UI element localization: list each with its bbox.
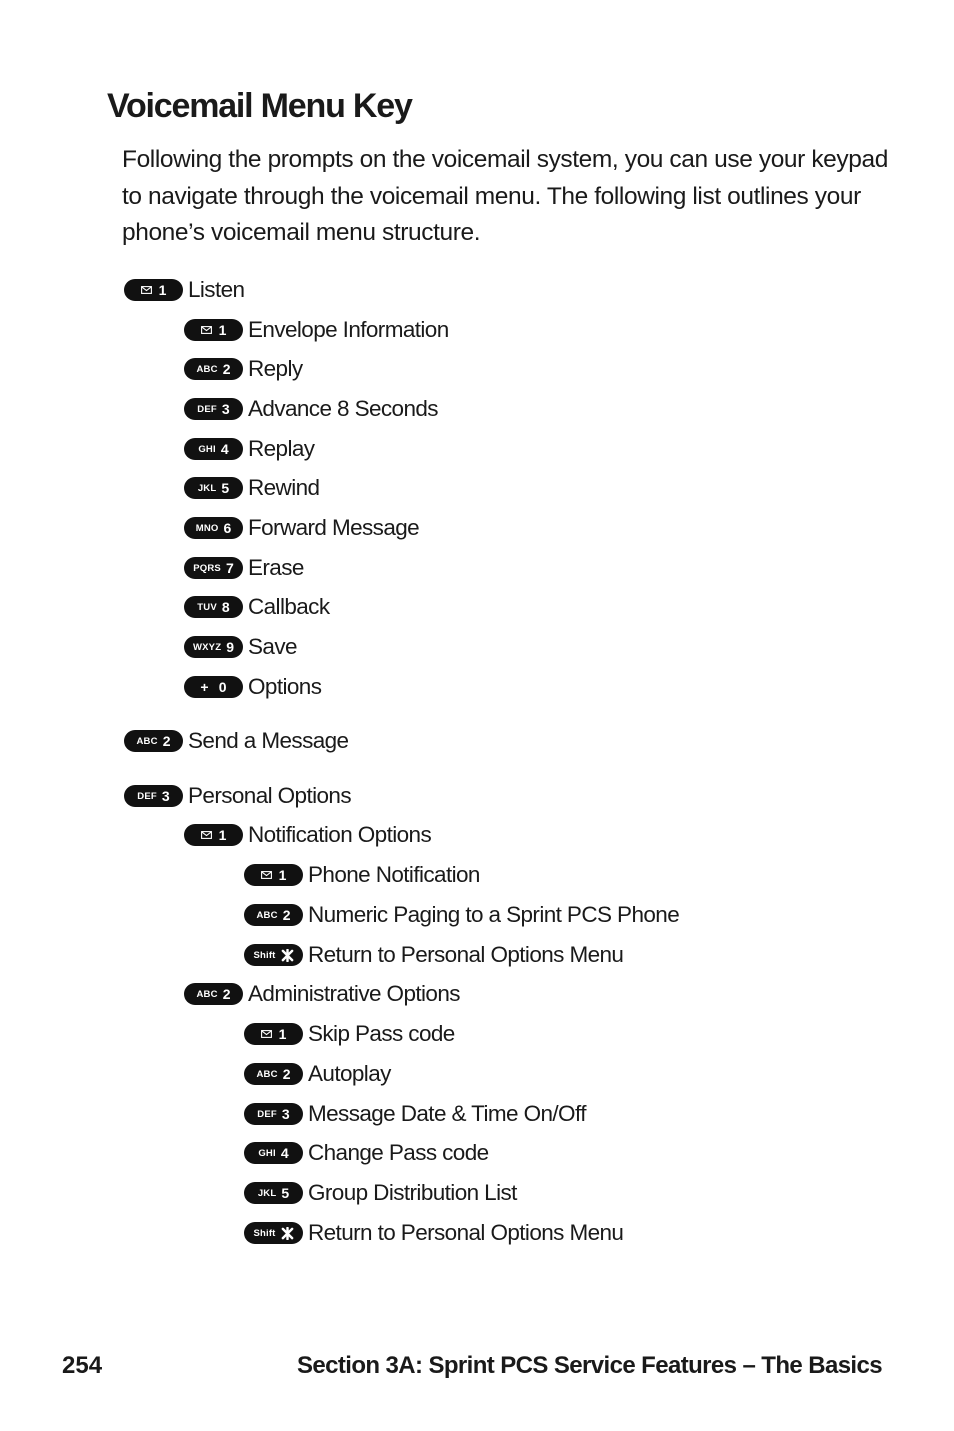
key-digit: 8 [221, 599, 230, 615]
keypad-key-icon [244, 1182, 303, 1204]
key-digit: 1 [218, 827, 227, 843]
menu-item-label: Personal Options [188, 783, 351, 808]
menu-item-label: Advance 8 Seconds [248, 396, 438, 421]
menu-item [244, 1061, 391, 1087]
keypad-key-icon [184, 477, 243, 499]
key-letters: Shift [253, 1227, 276, 1239]
menu-item-label: Save [248, 634, 297, 659]
keypad-key-icon [184, 557, 243, 579]
keypad-key-icon [184, 983, 243, 1005]
menu-item-label: Send a Message [188, 728, 349, 753]
envelope-icon [201, 326, 212, 334]
keypad-key-icon [184, 636, 243, 658]
envelope-icon [261, 871, 272, 879]
menu-item [244, 1021, 455, 1047]
key-letters: ABC [256, 909, 278, 921]
menu-item [184, 555, 304, 581]
menu-item [244, 1140, 489, 1166]
key-letters: JKL [257, 1187, 277, 1199]
keypad-key-icon [184, 358, 243, 380]
menu-item [244, 862, 480, 888]
menu-item-label: Return to Personal Options Menu [308, 1220, 624, 1245]
menu-item-label: Notification Options [248, 822, 432, 847]
key-digit: 5 [281, 1185, 290, 1201]
key-letters: DEF [257, 1108, 277, 1120]
key-letters: DEF [137, 790, 157, 802]
key-letters: ABC [196, 988, 218, 1000]
page-title: Voicemail Menu Key [107, 87, 412, 125]
keypad-key-icon [244, 1103, 303, 1125]
menu-item [184, 594, 330, 620]
menu-item-label: Numeric Paging to a Sprint PCS Phone [308, 902, 680, 927]
asterisk-icon [281, 1227, 294, 1240]
key-digit: 2 [282, 1066, 291, 1082]
key-digit: 3 [281, 1106, 290, 1122]
menu-item [244, 902, 679, 928]
keypad-key-icon [184, 824, 243, 846]
keypad-key-icon [184, 517, 243, 539]
key-letters: ABC [136, 735, 158, 747]
key-letters: + [200, 679, 209, 695]
menu-item [184, 674, 321, 700]
keypad-key-icon [124, 785, 183, 807]
menu-item [184, 822, 431, 848]
keypad-key-icon [184, 319, 243, 341]
keypad-key-icon [244, 1142, 303, 1164]
key-digit: 1 [278, 1026, 287, 1042]
keypad-key-icon [244, 1063, 303, 1085]
key-digit: 2 [222, 986, 231, 1002]
keypad-key-icon [184, 676, 243, 698]
key-letters: WXYZ [192, 641, 222, 653]
key-digit: 1 [218, 322, 227, 338]
menu-item-label: Administrative Options [248, 981, 460, 1006]
key-digit: 3 [221, 401, 230, 417]
menu-item [184, 436, 314, 462]
key-letters: MNO [195, 522, 219, 534]
menu-item [184, 356, 303, 382]
keypad-key-icon [184, 398, 243, 420]
keypad-key-icon [244, 1222, 303, 1244]
menu-item-label: Options [248, 674, 322, 699]
keypad-key-icon [124, 730, 183, 752]
menu-item [184, 634, 297, 660]
menu-item [124, 783, 351, 809]
menu-item [184, 396, 438, 422]
menu-item-label: Return to Personal Options Menu [308, 942, 624, 967]
key-digit: 1 [158, 282, 167, 298]
key-letters: TUV [197, 601, 217, 613]
keypad-key-icon [184, 438, 243, 460]
key-digit: 3 [161, 788, 170, 804]
menu-item [124, 277, 244, 303]
menu-item [244, 1180, 517, 1206]
key-letters: ABC [256, 1068, 278, 1080]
menu-item [124, 728, 348, 754]
menu-item-label: Reply [248, 356, 303, 381]
envelope-icon [261, 1030, 272, 1038]
keypad-key-icon [184, 596, 243, 618]
menu-item-label: Erase [248, 555, 304, 580]
menu-item-label: Message Date & Time On/Off [308, 1101, 586, 1126]
key-letters: GHI [198, 443, 216, 455]
menu-item-label: Listen [188, 277, 245, 302]
menu-item [184, 475, 319, 501]
page-number: 254 [62, 1352, 103, 1379]
keypad-key-icon [244, 904, 303, 926]
menu-item-label: Autoplay [308, 1061, 391, 1086]
menu-item-label: Envelope Information [248, 317, 449, 342]
section-title: Section 3A: Sprint PCS Service Features – The Basics [296, 1352, 882, 1379]
key-digit: 6 [223, 520, 232, 536]
menu-item [184, 317, 449, 343]
key-digit: 5 [221, 480, 230, 496]
key-digit: 1 [278, 867, 287, 883]
key-letters: ABC [196, 363, 218, 375]
key-digit: 4 [220, 441, 229, 457]
key-letters: PQRS [193, 562, 221, 574]
menu-item-label: Forward Message [248, 515, 420, 540]
key-letters: GHI [258, 1147, 276, 1159]
menu-item-label: Phone Notification [308, 862, 480, 887]
menu-item-label: Callback [248, 594, 330, 619]
asterisk-icon [281, 949, 294, 962]
keypad-key-icon [244, 944, 303, 966]
key-digit: 2 [282, 907, 291, 923]
key-letters: JKL [197, 482, 217, 494]
key-digit: 0 [218, 679, 227, 695]
intro-paragraph: Following the prompts on the voicemail system, you can use your keypad to navigate through the voicemail menu. The following list outlines your phone’s voicemail menu structure. [122, 146, 888, 246]
menu-item [184, 981, 460, 1007]
menu-item [184, 515, 419, 541]
envelope-icon [201, 831, 212, 839]
key-letters: Shift [253, 949, 276, 961]
menu-item [244, 1101, 586, 1127]
menu-item-label: Replay [248, 436, 315, 461]
menu-item-label: Change Pass code [308, 1140, 489, 1165]
menu-item [244, 1220, 623, 1246]
envelope-icon [141, 286, 152, 294]
keypad-key-icon [124, 279, 183, 301]
menu-item-label: Rewind [248, 475, 320, 500]
key-letters: DEF [197, 403, 217, 415]
key-digit: 2 [222, 361, 231, 377]
keypad-key-icon [244, 864, 303, 886]
keypad-key-icon [244, 1023, 303, 1045]
menu-item [244, 942, 623, 968]
menu-item-label: Group Distribution List [308, 1180, 517, 1205]
menu-item-label: Skip Pass code [308, 1021, 455, 1046]
key-digit: 2 [162, 733, 171, 749]
key-digit: 9 [226, 639, 235, 655]
key-digit: 7 [225, 560, 234, 576]
key-digit: 4 [280, 1145, 289, 1161]
